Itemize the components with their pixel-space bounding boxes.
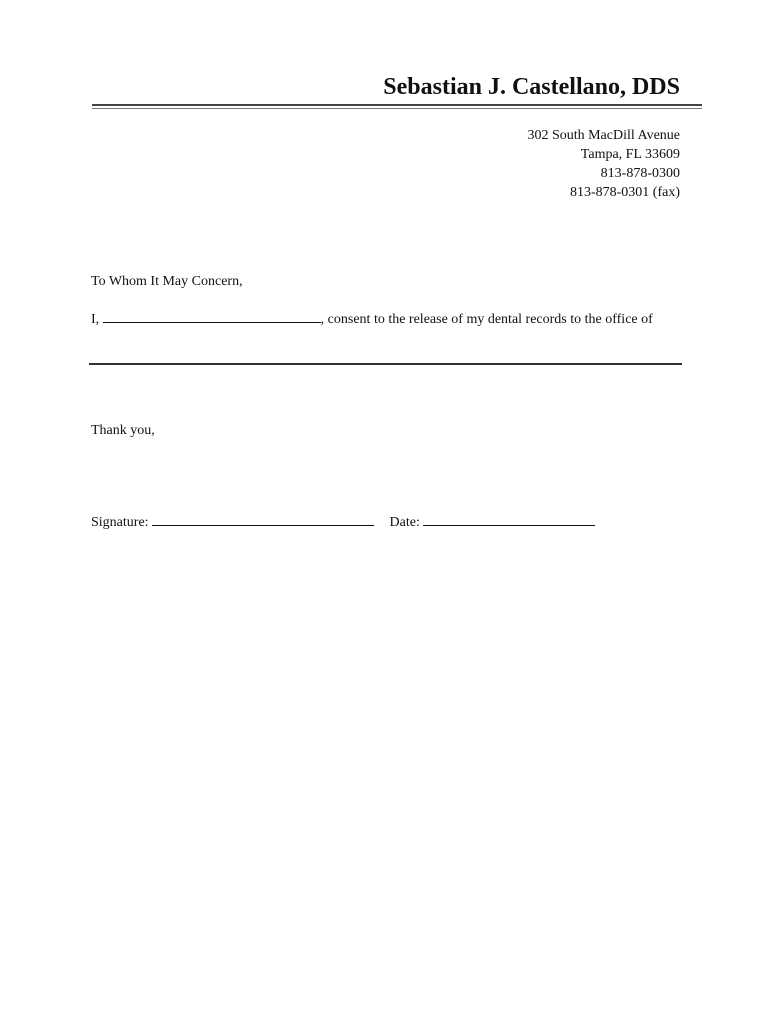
address-city: Tampa, FL 33609 xyxy=(580,147,680,162)
date-blank[interactable] xyxy=(423,512,595,526)
letterhead-divider xyxy=(92,104,702,109)
consent-prefix: I, xyxy=(91,312,100,327)
consent-suffix: , consent to the release of my dental records to the office of xyxy=(320,312,653,327)
date-label: Date: xyxy=(389,515,420,530)
signature-line xyxy=(91,512,595,532)
office-name-line[interactable] xyxy=(89,363,682,365)
address-fax: 813-878-0301 (fax) xyxy=(569,185,680,200)
signature-blank[interactable] xyxy=(152,512,374,526)
date-group xyxy=(390,512,596,532)
closing: Thank you, xyxy=(91,423,155,438)
patient-name-blank[interactable] xyxy=(103,309,321,323)
letterhead-address xyxy=(527,126,680,202)
signature-label: Signature: xyxy=(91,515,149,530)
salutation: To Whom It May Concern, xyxy=(91,274,243,289)
address-street: 302 South MacDill Avenue xyxy=(527,128,680,143)
address-phone: 813-878-0300 xyxy=(600,166,680,181)
consent-statement xyxy=(91,309,653,329)
letterhead-name: Sebastian J. Castellano, DDS xyxy=(383,74,680,100)
